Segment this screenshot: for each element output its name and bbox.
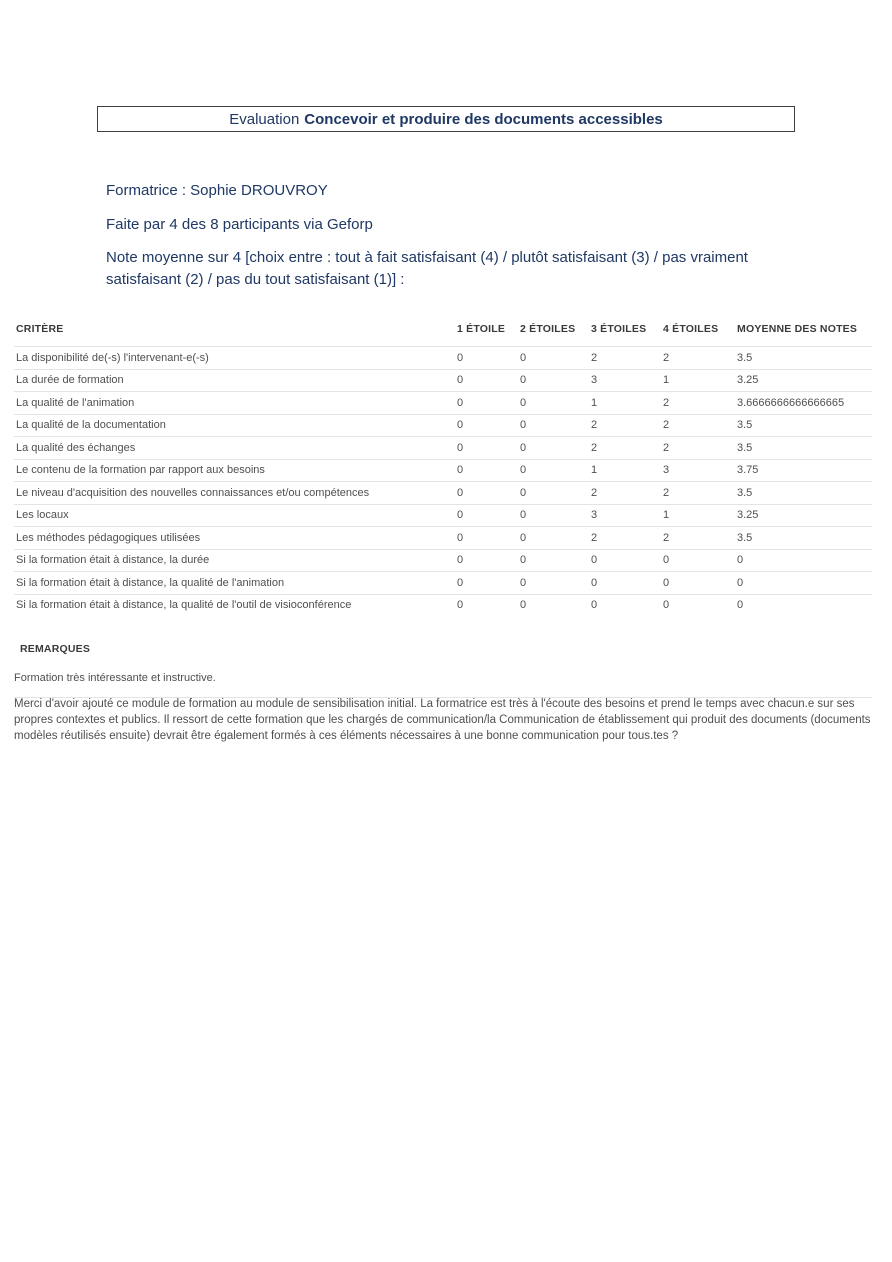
star-count-value: 0: [520, 599, 527, 612]
star-count-value: 0: [520, 396, 527, 409]
star-count-value: 0: [520, 441, 527, 454]
star-count-value: 0: [520, 351, 527, 364]
average-value: 0: [737, 554, 744, 567]
star-count-value: 0: [457, 509, 464, 522]
report-title-box: [97, 106, 795, 132]
star-count-value: 3: [591, 374, 598, 387]
star-count-value: 3: [663, 464, 670, 477]
table-row: [14, 346, 872, 369]
star-count-value: 1: [591, 464, 598, 477]
table-row: [14, 414, 872, 437]
scale-note-line: Note moyenne sur 4 [choix entre : tout à fait satisfaisant (4) / plutôt satisfaisant (3) / pas vraiment satisfaisant (2) / pas du tout satisfaisant (1)] :: [106, 249, 748, 288]
remarks-heading: REMARQUES: [20, 643, 91, 655]
report-title-prefix: Evaluation: [229, 110, 300, 128]
star-count-value: 2: [663, 531, 670, 544]
star-count-value: 0: [457, 486, 464, 499]
header-moyenne: MOYENNE DES NOTES: [737, 323, 858, 335]
formatrice-line: Formatrice : Sophie DROUVROY: [106, 182, 328, 199]
table-row: [14, 369, 872, 392]
criterion-label: La disponibilité de(-s) l'intervenant-e(-s): [16, 351, 209, 364]
header-3-etoiles: 3 ÉTOILES: [591, 323, 647, 335]
evaluation-table: [14, 318, 872, 616]
star-count-value: 2: [591, 486, 598, 499]
average-value: 0: [737, 599, 744, 612]
star-count-value: 0: [663, 576, 670, 589]
star-count-value: 0: [591, 599, 598, 612]
table-body: [14, 346, 872, 616]
report-title-subject: Concevoir et produire des documents accessibles: [304, 110, 663, 128]
star-count-value: 0: [457, 464, 464, 477]
criterion-label: Le contenu de la formation par rapport aux besoins: [16, 464, 265, 477]
header-1-etoile: 1 ÉTOILE: [457, 323, 506, 335]
average-value: 3.5: [737, 419, 753, 432]
average-value: 3.25: [737, 509, 759, 522]
star-count-value: 0: [457, 599, 464, 612]
star-count-value: 0: [663, 554, 670, 567]
table-row: [14, 526, 872, 549]
average-value: 3.75: [737, 464, 759, 477]
star-count-value: 0: [457, 396, 464, 409]
star-count-value: 0: [520, 531, 527, 544]
star-count-value: 2: [591, 419, 598, 432]
star-count-value: 2: [591, 531, 598, 544]
star-count-value: 0: [591, 576, 598, 589]
table-row: [14, 594, 872, 617]
criterion-label: Le niveau d'acquisition des nouvelles connaissances et/ou compétences: [16, 486, 370, 499]
star-count-value: 0: [520, 554, 527, 567]
criterion-label: La qualité des échanges: [16, 441, 136, 454]
star-count-value: 0: [591, 554, 598, 567]
average-value: 3.25: [737, 374, 759, 387]
star-count-value: 0: [457, 554, 464, 567]
star-count-value: 0: [520, 374, 527, 387]
criterion-label: Si la formation était à distance, la durée: [16, 554, 210, 567]
star-count-value: 0: [457, 576, 464, 589]
average-value: 3.5: [737, 486, 753, 499]
star-count-value: 2: [591, 441, 598, 454]
table-row: [14, 481, 872, 504]
star-count-value: 2: [663, 441, 670, 454]
criterion-label: Les méthodes pédagogiques utilisées: [16, 531, 201, 544]
star-count-value: 2: [591, 351, 598, 364]
star-count-value: 0: [457, 419, 464, 432]
star-count-value: 0: [520, 576, 527, 589]
table-row: [14, 436, 872, 459]
average-value: 3.5: [737, 531, 753, 544]
star-count-value: 0: [663, 599, 670, 612]
star-count-value: 0: [520, 509, 527, 522]
average-value: 3.6666666666666665: [737, 396, 845, 409]
header-4-etoiles: 4 ÉTOILES: [663, 323, 719, 335]
criterion-label: Si la formation était à distance, la qualité de l'animation: [16, 576, 285, 589]
star-count-value: 0: [457, 351, 464, 364]
table-row: [14, 504, 872, 527]
star-count-value: 2: [663, 396, 670, 409]
star-count-value: 3: [591, 509, 598, 522]
table-row: [14, 391, 872, 414]
remark-item: Merci d'avoir ajouté ce module de formation au module de sensibilisation initial. La formatrice est très à l'écoute des besoins et prend le temps avec chacun.e sur ses propres contextes et publics. Il ressort de cette formation que les chargés de communication/la Communication de établissement qui produit des documents (documents modèles réutilisés ensuite) devrait être également formés à ces éléments nécessaires à une bonne communication pour tous.tes ?: [14, 698, 871, 742]
star-count-value: 0: [520, 486, 527, 499]
star-count-value: 0: [520, 464, 527, 477]
star-count-value: 0: [457, 441, 464, 454]
average-value: 0: [737, 576, 744, 589]
table-row: [14, 459, 872, 482]
star-count-value: 0: [457, 374, 464, 387]
criterion-label: La qualité de l'animation: [16, 396, 135, 409]
average-value: 3.5: [737, 351, 753, 364]
table-row: [14, 549, 872, 572]
criterion-label: La qualité de la documentation: [16, 419, 166, 432]
star-count-value: 2: [663, 419, 670, 432]
star-count-value: 2: [663, 486, 670, 499]
star-count-value: 1: [591, 396, 598, 409]
table-header-row: [14, 318, 872, 346]
header-critere: CRITÈRE: [16, 323, 64, 335]
average-value: 3.5: [737, 441, 753, 454]
criterion-label: La durée de formation: [16, 374, 124, 387]
remark-item: Formation très intéressante et instructive.: [14, 672, 872, 698]
star-count-value: 0: [457, 531, 464, 544]
table-row: [14, 571, 872, 594]
star-count-value: 0: [520, 419, 527, 432]
participants-line: Faite par 4 des 8 participants via Geforp: [106, 216, 373, 233]
star-count-value: 1: [663, 374, 670, 387]
criterion-label: Si la formation était à distance, la qualité de l'outil de visioconférence: [16, 599, 352, 612]
star-count-value: 1: [663, 509, 670, 522]
star-count-value: 2: [663, 351, 670, 364]
criterion-label: Les locaux: [16, 509, 69, 522]
header-2-etoiles: 2 ÉTOILES: [520, 323, 576, 335]
